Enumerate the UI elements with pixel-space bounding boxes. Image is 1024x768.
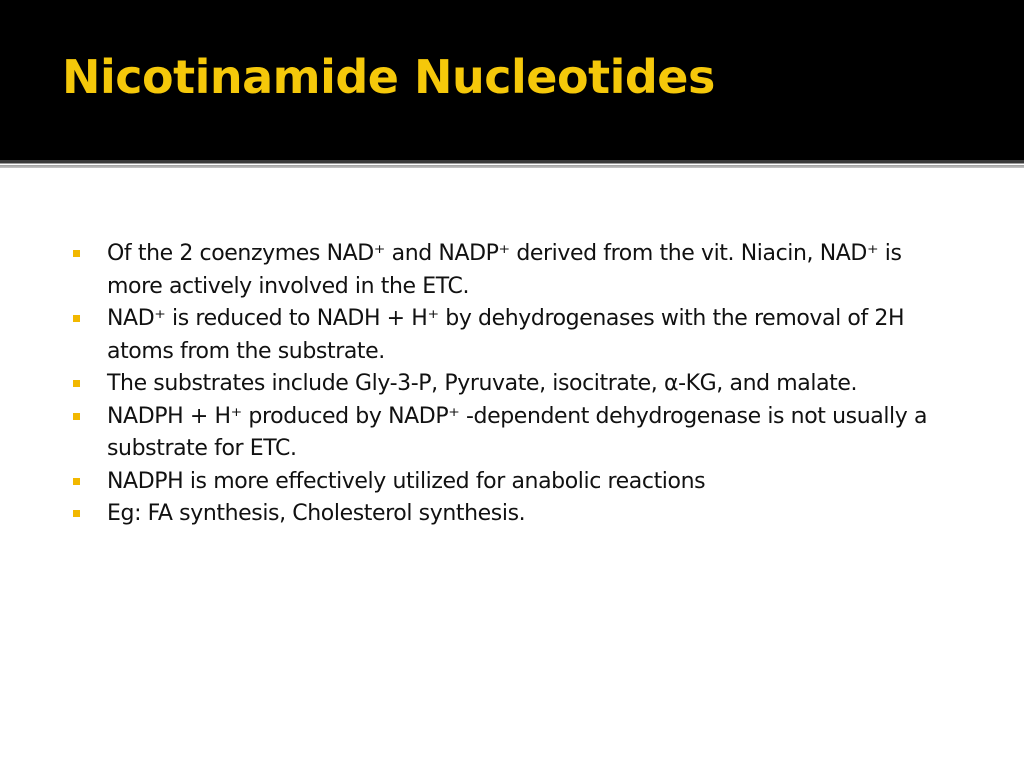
title-band bbox=[0, 0, 1024, 160]
square-bullet-icon bbox=[73, 413, 80, 420]
bullet-text-2: NAD⁺ is reduced to NADH + H⁺ by dehydrogenases with the removal of 2H atoms from the substrate. bbox=[107, 306, 905, 364]
bullet-text-1: Of the 2 coenzymes NAD⁺ and NADP⁺ derived from the vit. Niacin, NAD⁺ is more actively involved in the ETC. bbox=[107, 241, 902, 299]
slide-title: Nicotinamide Nucleotides bbox=[62, 50, 715, 104]
bullet-item-3 bbox=[72, 368, 952, 401]
square-bullet-icon bbox=[73, 510, 80, 517]
bullet-item-6 bbox=[72, 498, 952, 531]
square-bullet-icon bbox=[73, 250, 80, 257]
bullet-text-4: NADPH + H⁺ produced by NADP⁺ -dependent dehydrogenase is not usually a substrate for ETC. bbox=[107, 403, 928, 461]
title-divider bbox=[0, 160, 1024, 168]
bullet-item-1 bbox=[72, 238, 952, 303]
square-bullet-icon bbox=[73, 315, 80, 322]
bullet-text-3: The substrates include Gly-3-P, Pyruvate, isocitrate, α-KG, and malate. bbox=[107, 371, 858, 396]
bullet-text-5: NADPH is more effectively utilized for anabolic reactions bbox=[107, 468, 706, 494]
square-bullet-icon bbox=[73, 380, 80, 387]
bullet-text-6: Eg: FA synthesis, Cholesterol synthesis. bbox=[107, 501, 526, 526]
bullet-item-5 bbox=[72, 466, 952, 499]
bullet-item-2 bbox=[72, 303, 952, 368]
square-bullet-icon bbox=[73, 478, 80, 485]
bullet-item-4 bbox=[72, 401, 952, 466]
bullet-list bbox=[72, 238, 952, 531]
